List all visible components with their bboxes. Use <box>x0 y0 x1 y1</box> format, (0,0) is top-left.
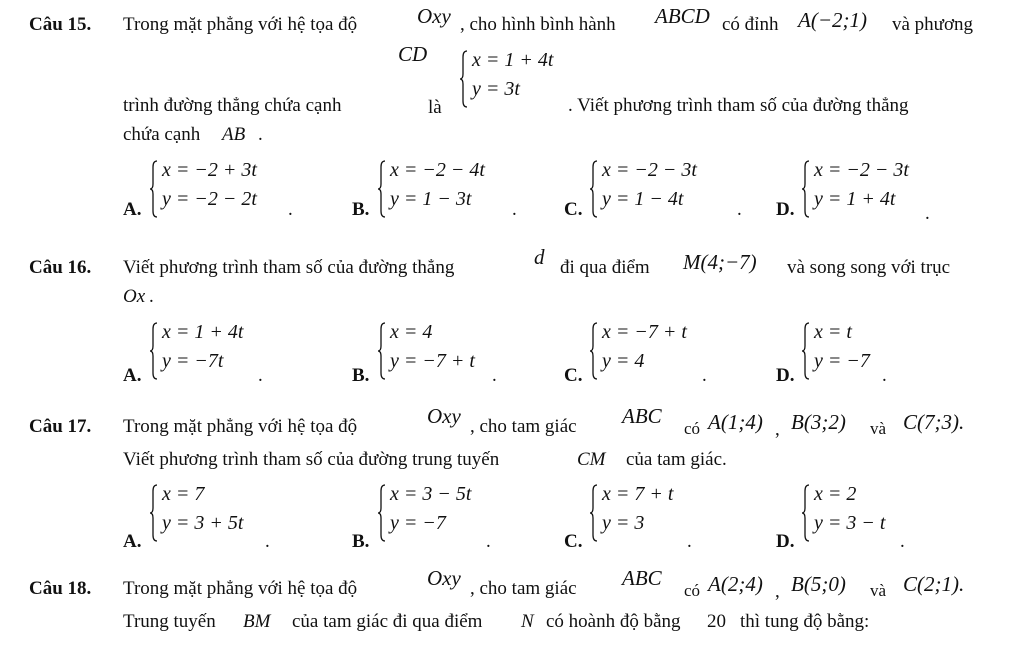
option-label: A. <box>123 365 142 386</box>
equation-x: x = 1 + 4t <box>472 49 554 71</box>
equation-y: y = 3t <box>472 78 520 100</box>
math-oxy: Oxy <box>427 566 461 590</box>
math-point-m: M(4;−7) <box>683 250 757 274</box>
option-tail: . <box>288 199 293 220</box>
math-twenty: 20 <box>707 611 726 632</box>
option-system <box>802 322 942 380</box>
equation-x: x = t <box>814 321 852 343</box>
option-tail: . <box>492 365 497 386</box>
question-text: , <box>775 581 780 602</box>
option-tail: . <box>486 531 491 552</box>
brace-icon <box>460 50 468 108</box>
math-d: d <box>534 245 545 269</box>
brace-icon <box>802 160 810 218</box>
equation-x: x = 4 <box>390 321 433 343</box>
math-ox: Ox <box>123 286 146 307</box>
option-system <box>802 160 942 218</box>
math-point-a: A(1;4) <box>708 410 763 434</box>
equation-x: x = −2 − 3t <box>814 159 909 181</box>
question-text: có hoành độ bằng <box>546 611 681 632</box>
equation-x: x = −2 − 3t <box>602 159 697 181</box>
option-label: C. <box>564 365 583 386</box>
option-system <box>802 484 942 542</box>
math-point-a: A(−2;1) <box>798 8 867 32</box>
question-text: Trong mặt phẳng với hệ tọa độ <box>123 416 358 437</box>
option-tail: . <box>687 531 692 552</box>
math-point-c: C(7;3). <box>903 410 965 434</box>
brace-icon <box>150 322 158 380</box>
math-bm: BM <box>243 611 271 632</box>
question-number: Câu 18. <box>29 578 92 599</box>
question-text: Viết phương trình tham số của đường trung tuyến <box>123 449 500 470</box>
brace-icon <box>378 322 386 380</box>
math-cd: CD <box>398 42 428 66</box>
option-label: B. <box>352 365 370 386</box>
option-system <box>378 322 518 380</box>
question-text: và <box>870 581 887 600</box>
math-point-a: A(2;4) <box>708 572 763 596</box>
brace-icon <box>378 484 386 542</box>
option-system <box>150 160 290 218</box>
question-text: Trong mặt phẳng với hệ tọa độ <box>123 14 358 35</box>
question-text: và phương <box>892 14 974 35</box>
equation-x: x = −7 + t <box>602 321 687 343</box>
math-ab: AB <box>222 124 246 145</box>
equation-y: y = 4 <box>602 350 645 372</box>
brace-icon <box>802 484 810 542</box>
brace-icon <box>150 484 158 542</box>
option-tail: . <box>925 203 930 224</box>
brace-icon <box>802 322 810 380</box>
math-point-c: C(2;1). <box>903 572 965 596</box>
option-tail: . <box>258 365 263 386</box>
question-text: , cho hình bình hành <box>460 14 616 35</box>
equation-y: y = 1 − 3t <box>390 188 472 210</box>
brace-icon <box>590 484 598 542</box>
question-text: của tam giác đi qua điểm <box>292 611 483 632</box>
option-label: A. <box>123 199 142 220</box>
brace-icon <box>150 160 158 218</box>
option-label: B. <box>352 199 370 220</box>
math-abc: ABC <box>622 404 662 428</box>
equation-y: y = 1 + 4t <box>814 188 896 210</box>
equation-y: y = 3 + 5t <box>162 512 244 534</box>
option-system <box>590 160 730 218</box>
math-oxy: Oxy <box>427 404 461 428</box>
option-tail: . <box>512 199 517 220</box>
equation-x: x = 3 − 5t <box>390 483 472 505</box>
equation-y: y = −7 + t <box>390 350 475 372</box>
option-label: D. <box>776 531 795 552</box>
question-text: , cho tam giác <box>470 416 577 437</box>
option-tail: . <box>737 199 742 220</box>
math-abc: ABC <box>622 566 662 590</box>
question-text: là <box>428 97 442 118</box>
math-oxy: Oxy <box>417 4 451 28</box>
option-label: D. <box>776 199 795 220</box>
math-cm: CM <box>577 449 606 470</box>
option-system <box>378 484 518 542</box>
equation-y: y = −7 <box>814 350 870 372</box>
equation-y: y = 3 <box>602 512 645 534</box>
question-text: , cho tam giác <box>470 578 577 599</box>
question-text: . Viết phương trình tham số của đường thẳng <box>568 95 909 116</box>
equation-y: y = 1 − 4t <box>602 188 684 210</box>
option-label: D. <box>776 365 795 386</box>
option-label: C. <box>564 531 583 552</box>
question-text: và <box>870 419 887 438</box>
option-tail: . <box>882 365 887 386</box>
brace-icon <box>590 160 598 218</box>
equation-y: y = 3 − t <box>814 512 886 534</box>
equation-x: x = −2 − 4t <box>390 159 485 181</box>
question-number: Câu 17. <box>29 416 92 437</box>
option-system <box>150 322 290 380</box>
option-system <box>378 160 518 218</box>
option-label: B. <box>352 531 370 552</box>
math-n: N <box>521 611 534 632</box>
brace-icon <box>590 322 598 380</box>
equation-x: x = 1 + 4t <box>162 321 244 343</box>
math-point-b: B(3;2) <box>791 410 846 434</box>
equation-y: y = −2 − 2t <box>162 188 257 210</box>
question-number: Câu 15. <box>29 14 92 35</box>
equation-x: x = −2 + 3t <box>162 159 257 181</box>
question-text: . <box>149 286 154 307</box>
question-number: Câu 16. <box>29 257 92 278</box>
question-text: chứa cạnh <box>123 124 201 145</box>
question-text: đi qua điểm <box>560 257 650 278</box>
equation-x: x = 2 <box>814 483 857 505</box>
question-text: và song song với trục <box>787 257 951 278</box>
option-label: C. <box>564 199 583 220</box>
equation-x: x = 7 <box>162 483 205 505</box>
question-text: Trong mặt phẳng với hệ tọa độ <box>123 578 358 599</box>
math-abcd: ABCD <box>655 4 710 28</box>
given-line-system <box>460 50 570 108</box>
question-text: Viết phương trình tham số của đường thẳng <box>123 257 455 278</box>
question-text: của tam giác. <box>626 449 727 470</box>
equation-y: y = −7t <box>162 350 224 372</box>
question-text: trình đường thẳng chứa cạnh <box>123 95 342 116</box>
question-text: có đỉnh <box>722 14 779 35</box>
question-text: . <box>258 124 263 145</box>
option-tail: . <box>900 531 905 552</box>
question-text: có <box>684 581 701 600</box>
brace-icon <box>378 160 386 218</box>
equation-y: y = −7 <box>390 512 446 534</box>
option-tail: . <box>702 365 707 386</box>
option-label: A. <box>123 531 142 552</box>
question-text: có <box>684 419 701 438</box>
question-text: , <box>775 419 780 440</box>
math-point-b: B(5;0) <box>791 572 846 596</box>
equation-x: x = 7 + t <box>602 483 674 505</box>
option-system <box>590 484 730 542</box>
question-text: thì tung độ bằng: <box>740 611 870 632</box>
option-system <box>590 322 730 380</box>
option-tail: . <box>265 531 270 552</box>
question-text: Trung tuyến <box>123 611 216 632</box>
